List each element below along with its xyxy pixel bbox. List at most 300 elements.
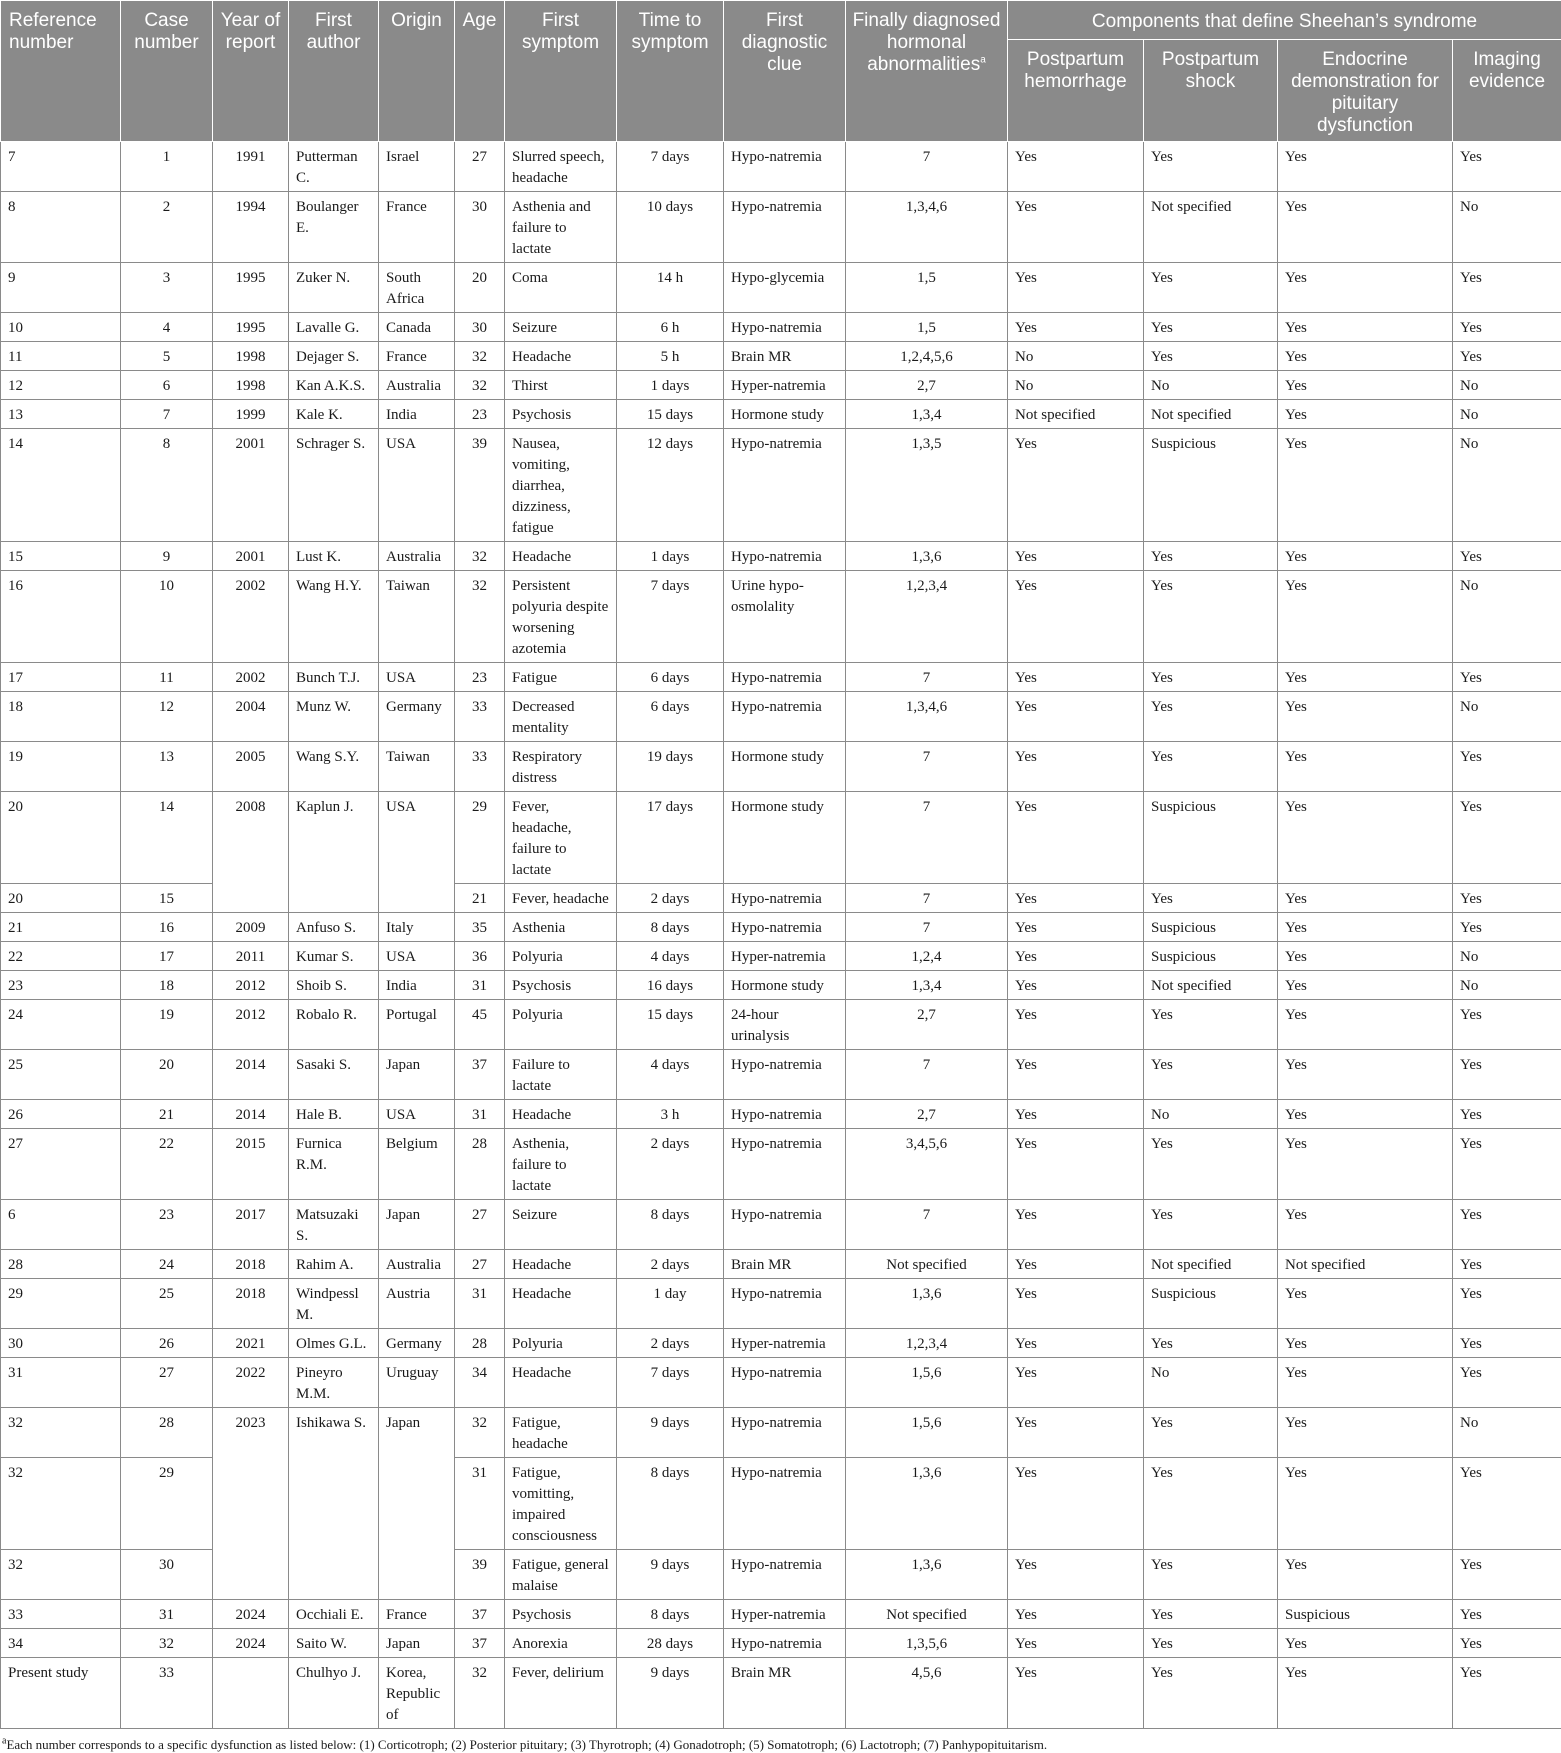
cell-first-diagnostic-clue: Hypo-natremia [724,1358,846,1408]
cell-postpartum-hemorrhage: Yes [1008,1129,1144,1200]
cell-endocrine-demonstration: Yes [1278,1408,1453,1458]
cell-hormonal-abnormalities: 4,5,6 [846,1658,1008,1729]
cell-reference-number: 18 [1,692,121,742]
cell-endocrine-demonstration: Yes [1278,663,1453,692]
cell-hormonal-abnormalities: 1,5,6 [846,1408,1008,1458]
cell-postpartum-hemorrhage: Yes [1008,1600,1144,1629]
cell-reference-number: 32 [1,1408,121,1458]
cell-reference-number: Present study [1,1658,121,1729]
cell-case-number: 27 [121,1358,213,1408]
cell-first-author: Anfuso S. [289,913,379,942]
cell-year: 1991 [213,142,289,192]
header-group-components: Components that define Sheehan’s syndrome [1008,1,1561,40]
cell-postpartum-shock: Yes [1144,1050,1278,1100]
cell-age: 23 [455,663,505,692]
cell-hormonal-abnormalities: Not specified [846,1600,1008,1629]
cell-endocrine-demonstration: Yes [1278,1050,1453,1100]
cell-imaging-evidence: No [1453,400,1561,429]
cell-postpartum-shock: Suspicious [1144,913,1278,942]
cell-first-diagnostic-clue: Hormone study [724,742,846,792]
cell-reference-number: 20 [1,884,121,913]
cell-year: 2021 [213,1329,289,1358]
cell-reference-number: 11 [1,342,121,371]
cell-reference-number: 29 [1,1279,121,1329]
cell-endocrine-demonstration: Yes [1278,142,1453,192]
table-row [1,400,1561,429]
cell-age: 31 [455,971,505,1000]
cell-age: 39 [455,429,505,542]
cell-postpartum-hemorrhage: Yes [1008,663,1144,692]
table-footnote [0,1729,1561,1753]
cell-age: 27 [455,1250,505,1279]
cell-postpartum-hemorrhage: Yes [1008,1279,1144,1329]
table-row [1,371,1561,400]
cell-year: 2023 [213,1408,289,1600]
cell-year: 1995 [213,313,289,342]
cell-postpartum-hemorrhage: Yes [1008,1358,1144,1408]
cell-reference-number: 27 [1,1129,121,1200]
cell-origin: France [379,1600,455,1629]
cell-origin: India [379,400,455,429]
cell-imaging-evidence: Yes [1453,1329,1561,1358]
cell-first-diagnostic-clue: Hypo-natremia [724,1408,846,1458]
cell-year: 2024 [213,1629,289,1658]
cell-imaging-evidence: Yes [1453,1100,1561,1129]
header-imaging-evidence: Imaging evidence [1453,40,1561,142]
cell-postpartum-shock: Yes [1144,1550,1278,1600]
cell-endocrine-demonstration: Yes [1278,571,1453,663]
cell-time-to-symptom: 4 days [617,942,724,971]
cell-case-number: 16 [121,913,213,942]
cell-case-number: 22 [121,1129,213,1200]
cell-year [213,1658,289,1729]
cell-case-number: 10 [121,571,213,663]
cell-first-diagnostic-clue: Hypo-glycemia [724,263,846,313]
cell-postpartum-hemorrhage: Yes [1008,1050,1144,1100]
cell-case-number: 28 [121,1408,213,1458]
cell-year: 2005 [213,742,289,792]
cell-reference-number: 20 [1,792,121,884]
cell-imaging-evidence: Yes [1453,263,1561,313]
cell-postpartum-hemorrhage: Not specified [1008,400,1144,429]
cell-first-diagnostic-clue: Brain MR [724,1658,846,1729]
cell-imaging-evidence: Yes [1453,1629,1561,1658]
cell-postpartum-hemorrhage: Yes [1008,1200,1144,1250]
cell-case-number: 7 [121,400,213,429]
cell-postpartum-shock: Suspicious [1144,429,1278,542]
cell-reference-number: 10 [1,313,121,342]
header-time-to-symptom: Time to symptom [617,1,724,142]
cell-postpartum-shock: No [1144,1358,1278,1408]
header-first-author: First author [289,1,379,142]
cell-postpartum-hemorrhage: Yes [1008,1658,1144,1729]
cell-imaging-evidence: Yes [1453,1550,1561,1600]
table-row [1,1200,1561,1250]
cell-age: 33 [455,742,505,792]
cell-time-to-symptom: 6 h [617,313,724,342]
cell-hormonal-abnormalities: 7 [846,742,1008,792]
cell-endocrine-demonstration: Yes [1278,400,1453,429]
cell-case-number: 25 [121,1279,213,1329]
table-row [1,1408,1561,1458]
cell-year: 2002 [213,571,289,663]
cell-hormonal-abnormalities: 1,3,6 [846,542,1008,571]
cell-origin: Japan [379,1050,455,1100]
cell-hormonal-abnormalities: Not specified [846,1250,1008,1279]
cell-first-symptom: Seizure [505,1200,617,1250]
table-row [1,1000,1561,1050]
cell-origin: France [379,342,455,371]
cell-first-symptom: Fatigue [505,663,617,692]
cell-first-author: Boulanger E. [289,192,379,263]
cell-age: 32 [455,1408,505,1458]
cell-time-to-symptom: 2 days [617,1129,724,1200]
cell-first-author: Olmes G.L. [289,1329,379,1358]
cell-imaging-evidence: Yes [1453,542,1561,571]
cell-time-to-symptom: 2 days [617,884,724,913]
cell-postpartum-hemorrhage: Yes [1008,1550,1144,1600]
cell-time-to-symptom: 6 days [617,663,724,692]
cell-postpartum-shock: Yes [1144,742,1278,792]
cell-postpartum-hemorrhage: Yes [1008,1408,1144,1458]
cell-age: 29 [455,792,505,884]
cell-imaging-evidence: Yes [1453,1658,1561,1729]
cell-postpartum-shock: Yes [1144,884,1278,913]
cell-origin: Uruguay [379,1358,455,1408]
cell-endocrine-demonstration: Yes [1278,1629,1453,1658]
cell-postpartum-shock: Yes [1144,1458,1278,1550]
cell-first-symptom: Persistent polyuria despite worsening azotemia [505,571,617,663]
cell-case-number: 8 [121,429,213,542]
cell-endocrine-demonstration: Yes [1278,1550,1453,1600]
cell-first-symptom: Psychosis [505,1600,617,1629]
cell-endocrine-demonstration: Yes [1278,1279,1453,1329]
cell-first-diagnostic-clue: Hypo-natremia [724,1458,846,1550]
footnote-marker: a [2,1736,6,1747]
header-hormonal-footnote-marker: a [980,55,986,66]
table-row [1,942,1561,971]
cell-age: 37 [455,1629,505,1658]
cell-year: 1999 [213,400,289,429]
cell-imaging-evidence: Yes [1453,913,1561,942]
cell-first-author: Lust K. [289,542,379,571]
cell-first-diagnostic-clue: Hypo-natremia [724,1100,846,1129]
cell-imaging-evidence: Yes [1453,742,1561,792]
cell-reference-number: 23 [1,971,121,1000]
cell-endocrine-demonstration: Yes [1278,429,1453,542]
cell-first-diagnostic-clue: Hypo-natremia [724,1129,846,1200]
cell-origin: Japan [379,1408,455,1600]
cell-case-number: 31 [121,1600,213,1629]
cell-imaging-evidence: No [1453,692,1561,742]
cell-postpartum-shock: Yes [1144,1600,1278,1629]
cell-time-to-symptom: 9 days [617,1550,724,1600]
table-row [1,342,1561,371]
cell-first-author: Dejager S. [289,342,379,371]
cell-time-to-symptom: 19 days [617,742,724,792]
cell-time-to-symptom: 8 days [617,1200,724,1250]
cell-age: 37 [455,1050,505,1100]
table-row [1,1658,1561,1729]
table-row [1,742,1561,792]
cell-first-author: Ishikawa S. [289,1408,379,1600]
cell-first-diagnostic-clue: Hypo-natremia [724,1550,846,1600]
cell-postpartum-shock: Yes [1144,263,1278,313]
cell-imaging-evidence: No [1453,571,1561,663]
cell-first-diagnostic-clue: Hormone study [724,400,846,429]
cell-case-number: 18 [121,971,213,1000]
cell-case-number: 29 [121,1458,213,1550]
cell-origin: Taiwan [379,742,455,792]
cell-year: 1998 [213,371,289,400]
cell-year: 2018 [213,1279,289,1329]
cell-endocrine-demonstration: Yes [1278,742,1453,792]
cell-case-number: 6 [121,371,213,400]
cell-postpartum-shock: Not specified [1144,971,1278,1000]
cell-first-author: Putterman C. [289,142,379,192]
cell-age: 39 [455,1550,505,1600]
cell-postpartum-shock: Suspicious [1144,1279,1278,1329]
cell-first-diagnostic-clue: Hypo-natremia [724,913,846,942]
cell-first-symptom: Asthenia [505,913,617,942]
table-row [1,1050,1561,1100]
cell-first-symptom: Fever, headache [505,884,617,913]
cell-imaging-evidence: Yes [1453,1458,1561,1550]
cell-first-symptom: Failure to lactate [505,1050,617,1100]
cell-year: 2017 [213,1200,289,1250]
cell-first-symptom: Fatigue, vomitting, impaired consciousness [505,1458,617,1550]
table-row [1,1629,1561,1658]
cell-postpartum-shock: Yes [1144,571,1278,663]
cell-origin: Australia [379,1250,455,1279]
cell-time-to-symptom: 14 h [617,263,724,313]
cell-time-to-symptom: 4 days [617,1050,724,1100]
footnote-text: Each number corresponds to a specific dysfunction as listed below: (1) Corticotroph; (2) Posterior pituitary; (3) Thyrotroph; (4) Gonadotroph; (5) Somatotroph; (6) Lactotroph; (7) Panhypopituitarism. [6,1737,1047,1752]
cell-hormonal-abnormalities: 1,3,4 [846,971,1008,1000]
cell-time-to-symptom: 17 days [617,792,724,884]
cell-origin: South Africa [379,263,455,313]
cell-first-diagnostic-clue: Hypo-natremia [724,313,846,342]
cell-time-to-symptom: 12 days [617,429,724,542]
cell-postpartum-hemorrhage: Yes [1008,913,1144,942]
cell-first-author: Wang S.Y. [289,742,379,792]
cell-postpartum-shock: Not specified [1144,192,1278,263]
cell-origin: Germany [379,1329,455,1358]
cell-reference-number: 16 [1,571,121,663]
cell-postpartum-hemorrhage: No [1008,371,1144,400]
cell-origin: France [379,192,455,263]
cell-origin: USA [379,792,455,913]
cell-first-symptom: Polyuria [505,1000,617,1050]
cell-age: 27 [455,1200,505,1250]
table-row [1,663,1561,692]
table-row [1,1329,1561,1358]
cell-postpartum-hemorrhage: Yes [1008,884,1144,913]
cell-case-number: 19 [121,1000,213,1050]
cell-reference-number: 8 [1,192,121,263]
cell-first-diagnostic-clue: Brain MR [724,342,846,371]
cell-time-to-symptom: 7 days [617,1358,724,1408]
header-origin: Origin [379,1,455,142]
cell-postpartum-shock: Yes [1144,1329,1278,1358]
header-case-number: Case number [121,1,213,142]
cell-first-symptom: Asthenia and failure to lactate [505,192,617,263]
cell-hormonal-abnormalities: 1,2,4,5,6 [846,342,1008,371]
cell-endocrine-demonstration: Yes [1278,313,1453,342]
cell-time-to-symptom: 2 days [617,1250,724,1279]
cell-time-to-symptom: 5 h [617,342,724,371]
cell-first-author: Lavalle G. [289,313,379,342]
cell-first-symptom: Headache [505,1100,617,1129]
cell-first-symptom: Polyuria [505,1329,617,1358]
cell-case-number: 12 [121,692,213,742]
cell-first-diagnostic-clue: Hyper-natremia [724,371,846,400]
table-row [1,192,1561,263]
cell-postpartum-shock: Yes [1144,1408,1278,1458]
cell-hormonal-abnormalities: 7 [846,142,1008,192]
cell-postpartum-hemorrhage: Yes [1008,1250,1144,1279]
cell-endocrine-demonstration: Yes [1278,1658,1453,1729]
table-row [1,913,1561,942]
cell-first-symptom: Coma [505,263,617,313]
cell-reference-number: 13 [1,400,121,429]
cell-first-symptom: Headache [505,1358,617,1408]
cell-origin: India [379,971,455,1000]
cell-year: 2009 [213,913,289,942]
cell-time-to-symptom: 16 days [617,971,724,1000]
cell-time-to-symptom: 8 days [617,1600,724,1629]
cell-reference-number: 31 [1,1358,121,1408]
cell-time-to-symptom: 6 days [617,692,724,742]
cell-imaging-evidence: Yes [1453,792,1561,884]
header-first-diagnostic-clue: First diagnostic clue [724,1,846,142]
cell-year: 1995 [213,263,289,313]
cell-age: 45 [455,1000,505,1050]
cell-case-number: 21 [121,1100,213,1129]
table-row [1,1279,1561,1329]
cell-first-diagnostic-clue: Hormone study [724,971,846,1000]
cell-age: 36 [455,942,505,971]
cell-year: 2008 [213,792,289,913]
cell-imaging-evidence: No [1453,371,1561,400]
cell-endocrine-demonstration: Yes [1278,1200,1453,1250]
cell-case-number: 5 [121,342,213,371]
cell-first-author: Kumar S. [289,942,379,971]
cell-origin: Israel [379,142,455,192]
cell-endocrine-demonstration: Yes [1278,971,1453,1000]
cell-case-number: 33 [121,1658,213,1729]
table-header [1,1,1561,142]
header-age: Age [455,1,505,142]
cell-age: 31 [455,1279,505,1329]
cell-hormonal-abnormalities: 1,3,6 [846,1550,1008,1600]
cell-hormonal-abnormalities: 2,7 [846,1000,1008,1050]
cell-case-number: 2 [121,192,213,263]
cell-case-number: 30 [121,1550,213,1600]
cell-first-author: Hale B. [289,1100,379,1129]
cell-imaging-evidence: Yes [1453,1600,1561,1629]
cell-first-symptom: Fever, delirium [505,1658,617,1729]
cell-postpartum-hemorrhage: Yes [1008,692,1144,742]
cell-endocrine-demonstration: Yes [1278,1458,1453,1550]
cell-reference-number: 9 [1,263,121,313]
cell-year: 2018 [213,1250,289,1279]
cell-imaging-evidence: Yes [1453,313,1561,342]
cell-reference-number: 28 [1,1250,121,1279]
cell-year: 2015 [213,1129,289,1200]
cell-imaging-evidence: Yes [1453,342,1561,371]
cell-postpartum-shock: Yes [1144,313,1278,342]
cell-first-author: Kan A.K.S. [289,371,379,400]
cell-postpartum-hemorrhage: Yes [1008,313,1144,342]
cell-case-number: 4 [121,313,213,342]
cell-time-to-symptom: 2 days [617,1329,724,1358]
cell-imaging-evidence: No [1453,192,1561,263]
cell-origin: Germany [379,692,455,742]
cell-case-number: 3 [121,263,213,313]
cell-endocrine-demonstration: Not specified [1278,1250,1453,1279]
cell-postpartum-hemorrhage: Yes [1008,942,1144,971]
cell-time-to-symptom: 8 days [617,1458,724,1550]
cell-hormonal-abnormalities: 1,5,6 [846,1358,1008,1408]
cell-first-symptom: Anorexia [505,1629,617,1658]
cell-time-to-symptom: 28 days [617,1629,724,1658]
cell-reference-number: 34 [1,1629,121,1658]
cell-time-to-symptom: 9 days [617,1658,724,1729]
cell-first-author: Robalo R. [289,1000,379,1050]
cell-first-diagnostic-clue: Hypo-natremia [724,692,846,742]
cell-age: 35 [455,913,505,942]
cell-year: 2022 [213,1358,289,1408]
cell-case-number: 14 [121,792,213,884]
cell-first-author: Saito W. [289,1629,379,1658]
cell-first-diagnostic-clue: Hyper-natremia [724,1600,846,1629]
cell-hormonal-abnormalities: 1,2,4 [846,942,1008,971]
cell-imaging-evidence: Yes [1453,1279,1561,1329]
cell-endocrine-demonstration: Yes [1278,913,1453,942]
cell-imaging-evidence: Yes [1453,1050,1561,1100]
cell-postpartum-hemorrhage: Yes [1008,542,1144,571]
cell-imaging-evidence: Yes [1453,1200,1561,1250]
cell-first-diagnostic-clue: Hormone study [724,792,846,884]
cell-first-diagnostic-clue: Brain MR [724,1250,846,1279]
cell-first-symptom: Fatigue, general malaise [505,1550,617,1600]
cell-endocrine-demonstration: Yes [1278,1129,1453,1200]
cell-origin: Japan [379,1629,455,1658]
cell-postpartum-shock: No [1144,1100,1278,1129]
header-year-of-report: Year of report [213,1,289,142]
cell-postpartum-hemorrhage: Yes [1008,142,1144,192]
cell-year: 2004 [213,692,289,742]
cell-postpartum-hemorrhage: Yes [1008,742,1144,792]
cell-endocrine-demonstration: Yes [1278,342,1453,371]
cell-origin: Taiwan [379,571,455,663]
table-row [1,542,1561,571]
cell-postpartum-hemorrhage: No [1008,342,1144,371]
cell-reference-number: 14 [1,429,121,542]
cell-first-author: Schrager S. [289,429,379,542]
cell-postpartum-hemorrhage: Yes [1008,1000,1144,1050]
cell-first-symptom: Thirst [505,371,617,400]
cell-time-to-symptom: 1 day [617,1279,724,1329]
cell-imaging-evidence: Yes [1453,884,1561,913]
cell-postpartum-hemorrhage: Yes [1008,1100,1144,1129]
table-row [1,692,1561,742]
cell-origin: Australia [379,542,455,571]
cell-postpartum-hemorrhage: Yes [1008,971,1144,1000]
cell-age: 21 [455,884,505,913]
table-row [1,1250,1561,1279]
